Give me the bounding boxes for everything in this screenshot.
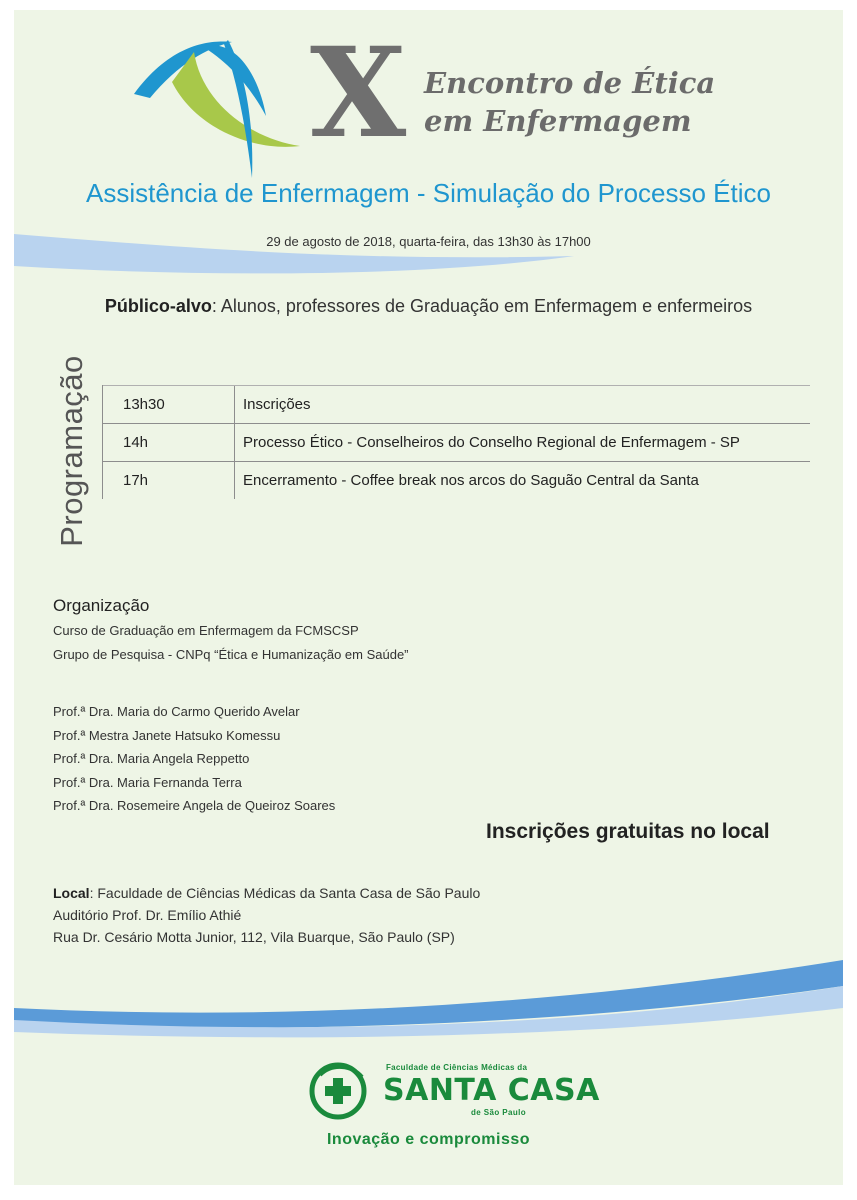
tagline: Inovação e compromisso <box>326 1131 531 1148</box>
schedule-time: 17h <box>103 462 235 499</box>
audience-text: : Alunos, professores de Graduação em Enfermagem e enfermeiros <box>211 296 753 316</box>
schedule-time: 14h <box>103 424 235 461</box>
organizer-name: Prof.ª Dra. Maria Angela Reppetto <box>53 751 250 766</box>
location-venue: : Faculdade de Ciências Médicas da Santa Casa de São Paulo <box>89 885 481 901</box>
location-line3: Rua Dr. Cesário Motta Junior, 112, Vila Buarque, São Paulo (SP) <box>53 929 455 945</box>
schedule-desc: Inscrições <box>243 396 311 413</box>
organization-heading: Organização <box>53 596 150 615</box>
event-date: 29 de agosto de 2018, quarta-feira, das 13h30 às 17h00 <box>266 234 591 249</box>
event-subtitle: Assistência de Enfermagem - Simulação do Processo Ético <box>86 178 771 208</box>
bottom-wave-decoration <box>14 950 843 1040</box>
schedule-desc: Processo Ético - Conselheiros do Conselho Regional de Enfermagem - SP <box>243 434 740 451</box>
schedule-row <box>103 385 810 424</box>
organizer-name: Prof.ª Mestra Janete Hatsuko Komessu <box>53 727 281 743</box>
organizers-list <box>53 704 335 822</box>
free-registration-note: Inscrições gratuitas no local <box>486 820 770 843</box>
schedule-time: 13h30 <box>103 386 235 423</box>
event-title <box>424 64 715 140</box>
organization-line: Curso de Graduação em Enfermagem da FCMSCSP <box>53 623 359 638</box>
program-label <box>52 356 92 546</box>
organizer-name: Prof.ª Dra. Maria do Carmo Querido Avelar <box>53 704 300 719</box>
schedule-row <box>103 462 810 499</box>
schedule-row <box>103 424 810 462</box>
schedule-desc: Encerramento - Coffee break nos arcos do Saguão Central da Santa <box>243 472 699 489</box>
audience-label: Público-alvo <box>104 296 212 316</box>
organization-line: Grupo de Pesquisa - CNPq “Ética e Humanização em Saúde” <box>53 647 409 662</box>
event-swoosh-logo <box>132 34 322 186</box>
schedule-table <box>102 385 810 499</box>
organizer-name: Prof.ª Dra. Rosemeire Angela de Queiroz Soares <box>53 798 336 813</box>
logo-santa-casa-text: SANTA CASA <box>383 1073 600 1108</box>
location-line1 <box>53 882 480 904</box>
program-label-text: Programação <box>54 355 89 547</box>
logo-faculty-text: Faculdade de Ciências Médicas da <box>386 1063 528 1072</box>
location-label: Local <box>53 885 90 901</box>
edition-numeral: X <box>310 21 407 166</box>
target-audience <box>14 296 843 317</box>
location-line2: Auditório Prof. Dr. Emílio Athié <box>53 907 242 923</box>
event-title-line1: Encontro de Ética <box>424 66 716 100</box>
santa-casa-emblem-icon <box>308 1061 368 1121</box>
location-block <box>53 882 480 948</box>
logo-city-text: de São Paulo <box>471 1108 527 1117</box>
poster <box>14 10 843 1185</box>
event-title-line2: em Enfermagem <box>424 104 692 138</box>
organizer-name: Prof.ª Dra. Maria Fernanda Terra <box>53 774 242 790</box>
